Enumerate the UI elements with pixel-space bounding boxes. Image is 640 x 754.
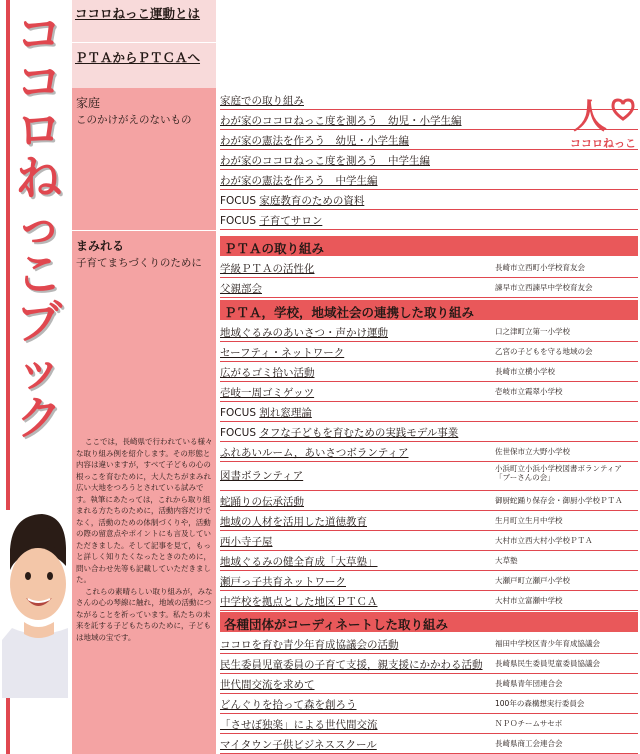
list-item-org: 100年の森構想実行委員会	[495, 699, 585, 708]
list-item-link[interactable]: タフな子どもを育むための実践モデル事業	[259, 427, 459, 439]
list-item-org: 長崎県青年団連合会	[495, 679, 563, 688]
list-item-org: 乙宮の子どもを守る地域の会	[495, 347, 593, 356]
list-item-link[interactable]: 広がるゴミ拾い活動	[220, 367, 315, 379]
list-item[interactable]	[220, 531, 638, 551]
title-char: コ	[16, 55, 62, 109]
column-divider	[216, 88, 218, 754]
list-item[interactable]	[220, 342, 638, 362]
list-item-link[interactable]: わが家の憲法を作ろう 中学生編	[220, 175, 378, 187]
title-char: ブ	[16, 295, 62, 349]
list-item[interactable]	[220, 734, 638, 754]
focus-prefix: FOCUS	[220, 427, 260, 439]
list-item-org: 口之津町立第一小学校	[495, 327, 570, 336]
intro-paragraph: ここでは，長崎県で行われている様々な取り組み例を紹介します。その形態と内容は違いますが，すべて子どもの心の根っこを育むために，大人たちがまみれ広い大地をつろうとされている試みです。執筆にあたっては，これから取り組まれる方たちのために，活動内容だけでなく，活動のための体制づくりや，活動の際の留意点やポイントにも言及していただきました。そして記事を見て，もっと詳しく知りたくなったときのために，問い合わせ先等も記載していただきました。	[76, 437, 213, 584]
title-char: こ	[16, 247, 62, 301]
list-item-org: 大瀬戸町立瀬戸小学校	[495, 576, 570, 585]
list-item[interactable]	[220, 402, 638, 422]
list-item-link[interactable]: 地域ぐるみのあいさつ・声かけ運動	[220, 327, 388, 339]
intro-text	[76, 436, 213, 643]
focus-prefix: FOCUS	[220, 215, 260, 227]
list-item-link[interactable]: 地域ぐるみの健全育成「大草塾」	[220, 556, 378, 568]
title-char: ッ	[16, 343, 62, 397]
list-item-link[interactable]: わが家のココロねっこ度を測ろう 幼児・小学生編	[220, 115, 462, 127]
list-item-link[interactable]: どんぐりを拾って森を創ろう	[220, 699, 357, 711]
logo-text: ココロねっこ	[570, 137, 636, 150]
list-item[interactable]	[220, 130, 638, 150]
list-item-org: 佐世保市立大野小学校	[495, 447, 570, 456]
list-item[interactable]	[220, 170, 638, 190]
intro-paragraph: これらの素晴らしい取り組みが，みなさんの心の琴線に触れ，地域の活動につながることを祈っています。私たちの未来を託する子どもたちのために，子どもは地域の宝です。	[76, 586, 213, 642]
list-item-link[interactable]: 家庭教育のための資料	[259, 195, 365, 207]
focus-prefix: FOCUS	[220, 195, 260, 207]
list-item-link[interactable]: 壱岐一周ゴミゲッツ	[220, 387, 315, 399]
title-char: ロ	[16, 103, 62, 157]
list-item-link[interactable]: 子育てサロン	[259, 215, 323, 227]
list-item[interactable]	[220, 258, 638, 278]
list-item-link[interactable]: 地域の人材を活用した道徳教育	[220, 516, 367, 528]
book-title	[13, 7, 65, 445]
list-item[interactable]	[220, 150, 638, 170]
list-item-org: 小浜町立小浜小学校図書ボランティア「ブーさんの会」	[495, 464, 622, 482]
list-item[interactable]	[220, 278, 638, 298]
list-item[interactable]	[220, 462, 638, 491]
section-bar-organizations	[220, 612, 638, 632]
list-item-org: 長崎市立西町小学校育友会	[495, 263, 585, 272]
nav-cell-movement[interactable]	[72, 0, 216, 42]
list-item-link[interactable]: 中学校を拠点とした地区ＰＴＣＡ	[220, 596, 378, 608]
list-item-org: 生月町立生月中学校	[495, 516, 563, 525]
section-bar-title: ＰＴＡの取り組み	[224, 241, 325, 256]
home-heading: 家庭	[76, 96, 101, 110]
list-item[interactable]	[220, 551, 638, 571]
list-item-link[interactable]: 蛇踊りの伝承活動	[220, 496, 304, 508]
nav-link-movement[interactable]: ココロねっこ運動とは	[75, 6, 201, 21]
list-item-org: 壱岐市立霞翠小学校	[495, 387, 563, 396]
nav-cell-ptca[interactable]	[72, 42, 216, 89]
list-item-org: 大村市立西大村小学校ＰＴＡ	[495, 536, 593, 545]
community-heading: まみれる	[76, 239, 125, 253]
home-subheading: このかけがえのないもの	[76, 114, 192, 126]
list-item[interactable]	[220, 511, 638, 531]
list-item-org: 御厨蛇踊り保存会・御厨小学校ＰＴＡ	[495, 496, 623, 505]
list-item[interactable]	[220, 382, 638, 402]
title-char: っ	[16, 199, 62, 253]
logo-big-char: 人	[573, 97, 607, 137]
list-item[interactable]	[220, 422, 638, 442]
list-item-link[interactable]: わが家のココロねっこ度を測ろう 中学生編	[220, 155, 430, 167]
list-item-org: 長崎市立横小学校	[495, 367, 555, 376]
list-item-link[interactable]: ふれあいルーム，あいさつボランティア	[220, 447, 409, 459]
list-item[interactable]	[220, 694, 638, 714]
list-item-link[interactable]: 父親部会	[220, 283, 262, 295]
list-item-link[interactable]: 「させぼ独楽」による世代間交流	[220, 719, 378, 731]
title-char: ね	[16, 151, 62, 205]
list-item[interactable]	[220, 491, 638, 511]
list-item[interactable]	[220, 210, 638, 230]
list-item[interactable]	[220, 674, 638, 694]
list-item-org: ＮＰＯチームサセボ	[495, 719, 563, 728]
section-bar-partnership	[220, 300, 638, 320]
list-item[interactable]	[220, 714, 638, 734]
list-item-link[interactable]: 割れ窓理論	[259, 407, 312, 419]
list-item-link[interactable]: 家庭での取り組み	[220, 95, 304, 107]
list-item-link[interactable]: 西小寺子屋	[220, 536, 273, 548]
list-item-link[interactable]: 瀬戸っ子共育ネットワーク	[220, 576, 346, 588]
list-item-org: 長崎県民生委員児童委員協議会	[495, 659, 600, 668]
list-item-org: 福田中学校区青少年育成協議会	[495, 639, 600, 648]
list-item[interactable]	[220, 322, 638, 342]
list-item[interactable]	[220, 362, 638, 382]
child-photo	[2, 510, 68, 698]
list-item-link[interactable]: 民生委員児童委員の子育て支援，親支援にかかわる活動	[220, 659, 483, 671]
list-item-link[interactable]: マイタウン子供ビジネススクール	[220, 739, 377, 751]
list-item-org: 長崎県商工会連合会	[495, 739, 563, 748]
list-item-link[interactable]: ココロを育む青少年育成協議会の活動	[220, 639, 399, 651]
list-item[interactable]	[220, 654, 638, 674]
list-item-org: 諫早市立西諫早中学校育友会	[495, 283, 593, 292]
section-bar-title: 各種団体がコーディネートした取り組み	[224, 617, 449, 632]
list-item[interactable]	[220, 90, 638, 110]
title-char: ク	[16, 391, 62, 445]
list-item-org: 大村市立富瀬中学校	[495, 596, 563, 605]
title-char: コ	[16, 7, 62, 61]
section-bar-title: ＰＴＡ，学校，地域社会の連携した取り組み	[224, 305, 475, 320]
list-item-org: 大草塾	[495, 556, 518, 565]
list-item[interactable]	[220, 634, 638, 654]
home-section-panel	[72, 88, 216, 230]
nav-link-ptca[interactable]: ＰＴＡからＰＴＣＡへ	[75, 50, 201, 65]
community-subheading: 子育てまちづくりのために	[76, 257, 202, 269]
focus-prefix: FOCUS	[220, 407, 260, 419]
list-item[interactable]	[220, 190, 638, 210]
list-item-link[interactable]: わが家の憲法を作ろう 幼児・小学生編	[220, 135, 409, 147]
list-item-link[interactable]: 世代間交流を求めて	[220, 679, 315, 691]
list-item[interactable]	[220, 571, 638, 591]
list-item-link[interactable]: 学級ＰＴＡの活性化	[220, 263, 315, 275]
list-item[interactable]	[220, 442, 638, 462]
list-item-link[interactable]: セーフティ・ネットワーク	[220, 347, 345, 359]
list-item-link[interactable]: 図書ボランティア	[220, 470, 304, 482]
list-item[interactable]	[220, 591, 638, 611]
section-bar-pta	[220, 236, 638, 256]
list-item[interactable]	[220, 110, 638, 130]
